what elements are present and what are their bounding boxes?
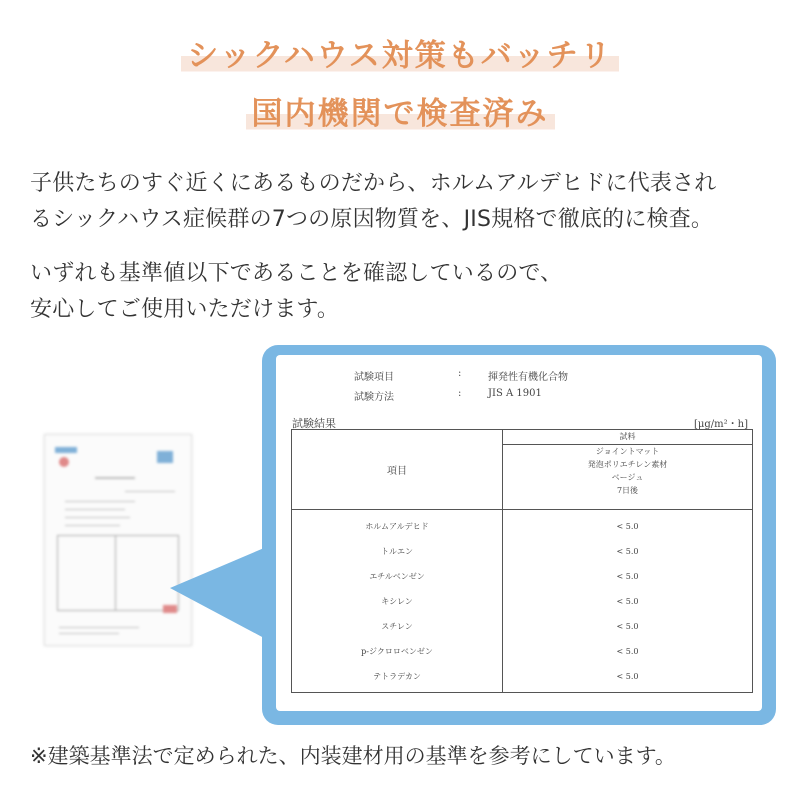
substance-name: p-ジクロロベンゼン <box>361 646 433 656</box>
substance-value: < 5.0 <box>616 646 639 656</box>
substance-name: スチレン <box>381 621 413 631</box>
thumbnail-text-line <box>65 525 120 526</box>
thumbnail-footer-line <box>59 633 119 634</box>
column-header-sample <box>503 430 753 510</box>
substance-value: < 5.0 <box>616 596 639 606</box>
intro-paragraph <box>30 166 790 238</box>
test-item-value: 揮発性有機化合物 <box>488 372 568 383</box>
substance-name: ホルムアルデヒド <box>365 521 429 531</box>
assurance-paragraph <box>30 256 790 328</box>
thumbnail-table-divider <box>115 535 116 611</box>
thumbnail-seal <box>163 605 177 613</box>
sample-line: ベージュ <box>611 473 644 482</box>
thumbnail-stamp <box>59 457 69 467</box>
footnote: ※建築基準法で定められた、内装建材用の基準を参考にしています。 <box>30 744 676 768</box>
report-thumbnail <box>44 434 192 646</box>
results-unit: [μg/m²・h] <box>693 419 748 430</box>
headline-text-2: 国内機関で検査済み <box>246 88 555 133</box>
assurance-line-2: 安心してご使用いただけます。 <box>30 297 340 322</box>
test-method-label: 試験方法 <box>354 392 394 403</box>
test-item-label: 試験項目 <box>354 372 394 383</box>
thumbnail-text-line <box>65 517 130 518</box>
headline-text-1: シックハウス対策もバッチリ <box>181 30 619 75</box>
substance-values-cell <box>503 510 753 693</box>
substance-value: < 5.0 <box>616 521 639 531</box>
results-title: 試験結果 <box>292 417 336 430</box>
column-header-item: 項目 <box>292 430 503 510</box>
thumbnail-table <box>57 535 179 611</box>
thumbnail-text-line <box>65 501 135 502</box>
test-method-colon: : <box>458 388 462 399</box>
substance-name: トルエン <box>381 546 413 556</box>
sample-title: 試料 <box>503 430 752 445</box>
sample-line: 発泡ポリエチレン素材 <box>587 460 668 469</box>
substance-value: < 5.0 <box>616 671 639 681</box>
headline-line-2 <box>0 88 800 133</box>
substance-name: キシレン <box>381 596 413 606</box>
headline-line-1 <box>0 30 800 75</box>
substance-value: < 5.0 <box>616 546 639 556</box>
sample-line: 7日後 <box>616 486 639 495</box>
substance-value: < 5.0 <box>616 621 639 631</box>
test-report-document <box>276 355 762 711</box>
test-item-colon: : <box>458 368 462 379</box>
thumbnail-text-line <box>125 491 175 492</box>
thumbnail-title-line <box>95 477 135 479</box>
intro-line-2: るシックハウス症候群の7つの原因物質を、JIS規格で徹底的に検査。 <box>30 207 714 232</box>
thumbnail-footer-line <box>59 627 139 628</box>
substance-name: テトラデカン <box>373 671 421 681</box>
test-method-value: JIS A 1901 <box>488 388 542 399</box>
thumbnail-logo <box>55 447 77 453</box>
assurance-line-1: いずれも基準値以下であることを確認しているので、 <box>30 261 563 286</box>
substance-value: < 5.0 <box>616 571 639 581</box>
results-table <box>291 429 753 693</box>
intro-line-1: 子供たちのすぐ近くにあるものだから、ホルムアルデヒドに代表され <box>30 171 717 196</box>
substance-name: エチルベンゼン <box>369 571 425 581</box>
thumbnail-mark <box>157 451 173 463</box>
substance-names-cell <box>292 510 503 693</box>
sample-line: ジョイントマット <box>595 447 660 456</box>
thumbnail-text-line <box>65 509 125 510</box>
